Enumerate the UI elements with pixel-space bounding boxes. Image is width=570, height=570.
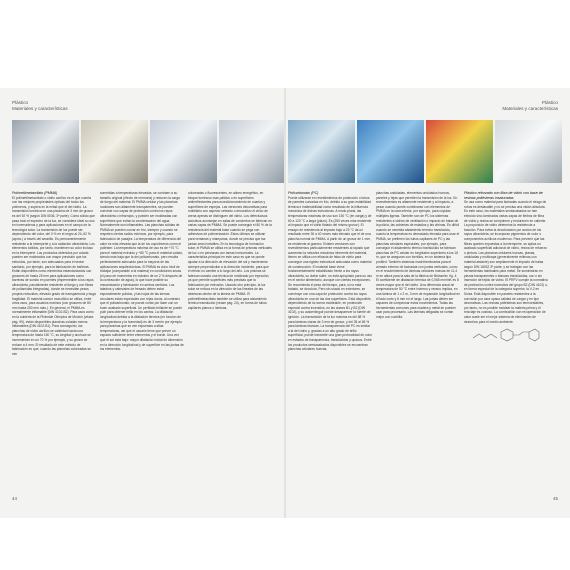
- right-page-number: 45: [553, 496, 558, 501]
- left-header-subtitle: Materiales y características: [12, 105, 68, 111]
- photo-ribbed-panel-icon: [219, 120, 286, 183]
- right-page: [286, 88, 570, 518]
- right-header-section: Plástico: [541, 100, 558, 105]
- column-text: planchas onduladas, elementos ondulados huecos, paneles y tejas que permiten la transmisión de la luz. En revestimientos es altamente resistente y al impacto, a pesar cuando puede combinarse con elementos de PMMA en la cara inferior, por ejemplo, para cúpulas múltiples ligeras. También son de PC los sistemas resistentes a vidrios de ventilación o impacto de balas de la policía, las cubiertas de estadios y las vitrinas. Es difícil cuando se necesita aislamiento térmico translúcido, cuanto la temperatura es demasiado elevada para usar el PMMA, se prefieren los tubos capilares de PC y las planchas celulares especiales, por ejemplo, para conseguir el aislamiento térmico translúcido se fabrican planchas de PC celular en longitudes superiores a los 18 m, que se aseguran con tornillos, en un sistema tipo profiled. También sistemas machihembrados para el armado exterior de fachadas con juntas verticales, como en el recubrimiento de láminas celulares huecas de 11,4 m en altura para la sala de la fábrica de Brüsseler, fig. 4. El coeficiente de dilatación térmica de 0,065 mm/mK es 8 veces mayor que el del vidrio. Una diferencia anual de temperatura de 50 °C entre invierno y verano implica, en una lámina de 1 x 2 m, 3 mm de expansión longitudinal en el lado corto y 6 mm en el largo. Las juntas deben ser capaces de compensar estos movimientos. Todas las herramientas comunes para madera y metal se pueden usar para procesarlo. Las láminas delgadas se cortan mejor con cuchilla.: [376, 191, 460, 320]
- left-column-1: [12, 191, 96, 477]
- left-page: [0, 88, 284, 518]
- chemical-structure-diagram: [464, 328, 548, 344]
- left-photo-strip: [12, 120, 286, 183]
- right-header-subtitle: Materiales y características: [502, 105, 558, 111]
- left-page-number: 44: [12, 496, 17, 501]
- left-header: [12, 100, 68, 111]
- column-text: Puede utilizarse en revestimientos de protección o tubos de paredes curvadas en frío, debido a su gran estabilidad térmica e inalterabilidad como resultado de la influencia mecánica de dichas estructuras. A modo plural, las temperaturas máximas de uso son 150 °C (en carga) y de 60 a 120 °C a larga (plazo). Es (250 veces más resistente al impacto que el vidrio flotado del mismo grosor). El ensayo de resistencia al impacto bajo a 23 °C da un resultado entre 30 a 40 veces más elevado que el de una plancha normal de PMMA. A partir de un grosor de 1 mm, es resistente al granizo. Existen versiones con revestimientos particularmente resistentes al rayado que aumentan la robustez mecánica inherente del material, tienen se utiliza con eficacia de falso de vidrio para conseguir una rigidez estructural adecuada como material de construcción. El material base viene fundamentalmente estabilizado frente a los rayos ultravioleta, su dorlar sufre, no está apropiado para su uso en el sector alimentario, aunque con ciertas excepciones. Se recomienda el peso del tiempo, para, si no está tratado, se decolora. Pero sin usado en exteriores, se coextruye con una capa de protección contra los rayos ultravioleta en una de las dos superficies. Está disponible, dependiendo de la norma moldeable, en protección especial contra incendios, en las clases B1 y B2 (DIN 4102), y su autoextinguir puede desaparecer la fuente de ignición. La transmisión de la luz máxima es del 88 % para láminas claras de 3 mm de grosor, y del 35 al 65 % para láminas blancas. La transparencia del PC es similar a la del vidrio y, gracias a un alto grado de brillo superficial, puede transmitir una gran profundidad de color en estados de transparencia, translúcidos y opacos. Entre los productos semiacabados disponibles se encuentran planchas celulares huecas,: [288, 195, 372, 352]
- chemical-structure-icon: [471, 328, 541, 344]
- photo-stacked-panels-icon: [495, 120, 562, 183]
- photo-glass-interior-icon: [288, 120, 355, 183]
- left-text-columns: [12, 191, 272, 477]
- photo-chrome-sheet-icon: [12, 120, 79, 183]
- left-column-2: [100, 191, 184, 477]
- column-title: Policarbonato (PC): [288, 191, 319, 195]
- right-column-1: [288, 191, 372, 477]
- photo-bubble-panel-icon: [150, 120, 217, 183]
- photo-blue-boxes-icon: [357, 120, 424, 183]
- column-text: El polimetilmetacrilato o vidrio acrílico es el que cuenta con las mejores propiedades ópticas del todos los polímeros, y supera en la mitad que el del vidrio. La transmisión lumínica en una plancha de 3 mm de grosor es del 92 % (según DIN 5036, 3ª parte). Como sólido que pasa todo el espectro de la luz, se considera ideal su uso en invernaderos y para aplicaciones en el campo de la tecnología solar. La transmisión de luz puede ser, dependiendo del color, del 0 % en el negro al 24–92 % (apróx.) a través del amarillo. Es permanentemente resistente a la intemperie y a la radiación ultravioleta. Los elementos tubillos, por tanto, mantienen su color incluso en la intemperie. Los productos obtenidos por colada pueden ser moldeados con mayor precisión que los extruidos, por tanto, son adecuados para el sector sanitario, por ejemplo, para la fabricación de bañeras. Están disponibles como elementos estandarizados con grosores de hasta 25 mm para aplicaciones como barreras de sonido en puentes (impermeable a los rayos ultravioleta, parcialmente resistente al fuego y con fibras de poliamidas integradas), donde se necesitan pesos propios reducidos, elevado grado de transparencia y buga fragilidad. El material común monolítico se utiliza, entre otros usos, para acuarios marinos (con grosores de 80 mm hasta 250 mm más.). En general, el PMMA es normalmente inflamable (DIN 4102-B2). Para usos como en la cubierta de la Pirámide Olímpica de Munich (véase pág. 99), están disponibles planchas coladas menos inflamables (DIN 4102-B1). Para conseguirlo, las planchas de vidrio acrílico se calientan hasta una temperatura de hasta 150 °C, su longitud y anchura se incrementan en un 70 % por ejemplo, y su grosor se reduce a 4 mm. El resultado de este método de fabricación es que, cuando las planchas coloreadas se ven: [12, 195, 96, 356]
- right-text-columns: [288, 191, 548, 477]
- right-column-3: [464, 191, 548, 477]
- column-text: coloreadas o fluorescentes, en alineo energético, en bloque luminoso mas pálidos o en superficies antirreflectantes para acondicionamiento de cuartos y superficies de espejos. Las versiones decorativas para mobiliario con aspecto veteado o decorativo el chico de arena apenas se distinguen del vidrio. Los defectuosos acústicos aconsejan en salas de conciertos se fabrican en varias capas de PMMA. Se puede conseguir el 80 % de la resistencia del material base cuando se pega con adhesivos de polimerización. Estos últimos se utilizan para ventanas y mamparas, donde se precisa que las juntas sean invisibles. En la tecnología de formación solar, el PMMA se utiliza en la forma de prismas verticales de luz o en persianas con lamas horizontales. La característica principal en este caso es que se puede ajustar a la dirección de elevación del sol y mantenerse siempre perpendicular a la dirección incidente, para que el efecto no cambie a lo largo del año. Los prismas se fabrican usando una técnica de moldeado por inyección, ya que permite superficies más precisas que la fabricación por extrusión. Usando otro principio, la luz solar se enfoca en la dirección de las lineales de las aberturas dentro de la lámina de PMMA. El polimetilmetacrilato también se utiliza para aislamiento térmico translúcido (véase pág. 24), en forma de tubos capilares planos o láminas.: [188, 191, 272, 310]
- column-text: sometidas a temperaturas elevadas, se contraen a su tamaño original (efecto de memoria) y reducen la carga de fuego del material. El PMMA celular y las planchas nodulares son altamente transparentes, se pueden coextruir con capas de protección contra los rayos ultravioleta o infrarrojos, y pueden ser moldeadas con superficies que evitan la condensación del agua. Normalmente son inflamables. Las planchas sólidas de PMMA se pueden curvar en frío, siempre y cuando se respeten ciertos radios mínimos, por ejemplo, para fabricación de pasajes. La temperatura de diferencia del calor es más elevada que la de los copolímeros como el poliéster. La temperatura máxima de uso es de +70 °C para el material extruido y +80 °C para el material colado, siendo más baja que la del policarbonato, pero resulta perfectamente adecuado para la mayoría de las aplicaciones arquitectónicas. El PMMA es duro: fácil de trabajar (comparable a la madera) en condiciones secas (el paso de momentos en máximo de un 2 % después de la contracción de agua), lo que hace posible su mecanización y fabricación en ambos sentidos. Los taladros y cabezales de fresado deben estar especialmente pulidos, y las hojas de las sierras circulares están especiales con rejas duros; al contrario que el policarbonato, se puede cortar por láser con un buen acabado superficial. Un perfilado brillante se puede pulir para obtener brillo en los cantos. La dilatación longitudinal debida a la dilatación térmica (en funcion de la temperatura y la humedad) es de 3 mm/m por ejemplo para planchas que se ven expuestas a altas temperaturas, así que el usuario tiene que prever un espacio suficiente entre elementos y el borde. Una vez que el sol está bajo: mayor dilatación inicial de dimensión en la dirección longitudinal y de superficie en las juntas de los elementos.: [100, 191, 184, 352]
- column-text: Se usa como material para fachadas cuando el riesgo de robos es destacable y no se precisa una visión absoluta. En este caso, los materiales semiacabados se han extruido sino laminados varias capas de fieltros de fibra de vidrio y resina se comprimen y endurecen en caliente. La proporción de vidrio determina la resistencia a tracción. Para evitar la decoloración por acción de los rayos ultravioleta, se incorporan pigmentos de color o componentes acrílicos modernos. Para prevenir que las fibras queden expuestas a la intemperie, se aplica un acabado superficial adicional de vidrio, resina de refuerzo o pintura. Las planchas celulares huecas, planas, onduladas y multicapa (generalmente rellenas con material aislante) son ampliamente el impacto de balas según DIN 18032 3ª parte, y se trabajan con las herramientas habituales para metal. Se suministran en piezas transparentes o blancas translúcidas, con o sin inserción de tejido de vidrio. El PRFV cumple la normativa de protección contra incendios del grupo B2 (DIN 4102) o, en forma especial de la categoría superior, la V-2 en Suiza. Está disponible en paneles resistentes a la corrosión por cara opaca calidad de cargar y en tipo decorativas. Las resinas poliésteras son termoestables, por tanto, no es posible moldear la materia prima y el reciclaje es costoso. La combustión con recuperación de calor suele ser el mejor sistema de eliminación de desechos para el medio ambiente.: [464, 200, 548, 324]
- book-spread: [0, 88, 570, 518]
- photo-colored-sheets-icon: [426, 120, 493, 183]
- right-photo-strip: [288, 120, 562, 183]
- left-column-3: [188, 191, 272, 477]
- left-header-section: Plástico: [12, 100, 29, 105]
- photo-frosted-pane-icon: [81, 120, 148, 183]
- column-title: Polimetilmetacrilato (PMMA): [12, 191, 58, 195]
- right-column-2: [376, 191, 460, 477]
- right-header: [502, 100, 558, 111]
- column-title: Plástico reforzado con fibra de vidrio con base de resinas poliésteras insaturadas: [464, 191, 543, 200]
